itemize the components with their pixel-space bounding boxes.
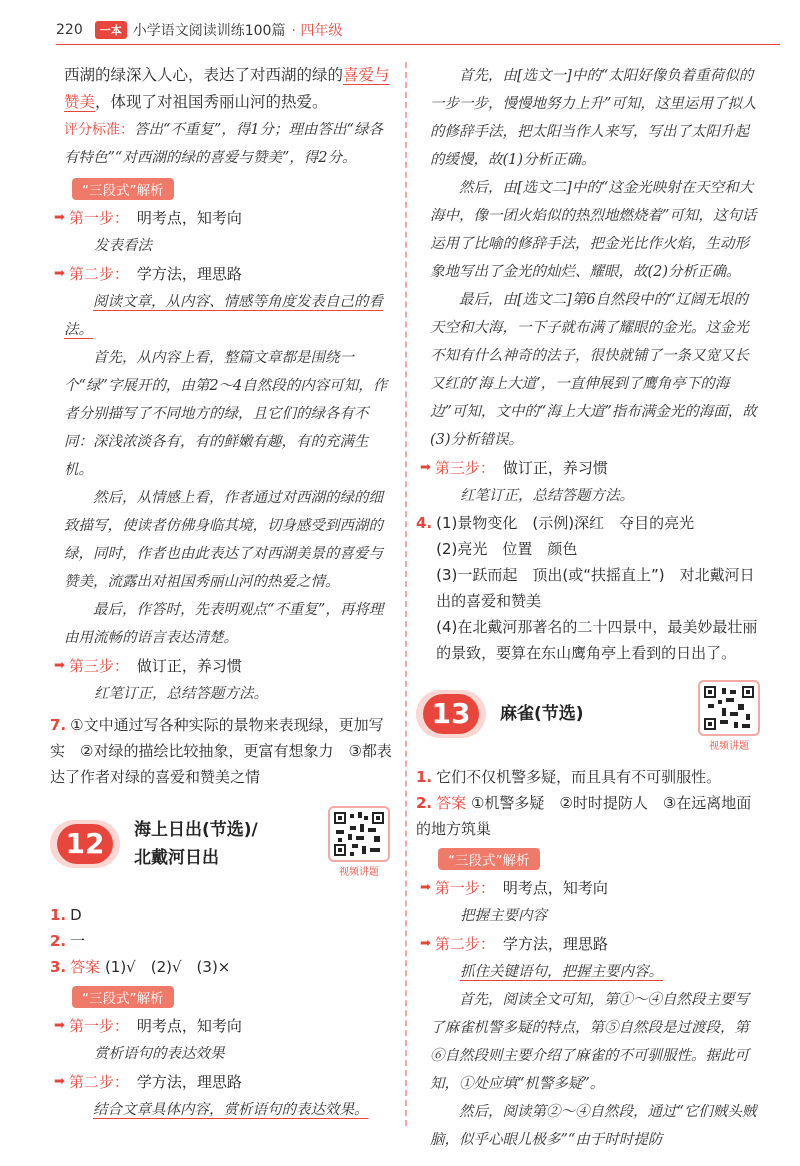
analysis-paragraph: 最后，作答时，先表明观点“不重复”，再将理由用流畅的语言表达清楚。: [64, 602, 384, 646]
arrow-icon: ➡: [54, 266, 65, 281]
step-three-note: 红笔订正，总结答题方法。: [460, 488, 634, 504]
answer-line: (3)一跃而起 顶出(或“扶摇直上”) 对北戴河日出的喜爱和赞美: [436, 566, 755, 610]
analysis-paragraph: 然后，阅读第②～④自然段，通过“它们贼头贼脑，似乎心眼儿极多”“由于时时提防: [430, 1104, 757, 1148]
qr-caption: 视频讲题: [339, 867, 379, 878]
answer-text: D: [70, 906, 82, 924]
step-two-note: 阅读文章，从内容、情感等角度发表自己的看法。: [64, 294, 383, 338]
question-number: 4.: [416, 514, 433, 532]
section-number: 12: [57, 824, 113, 864]
arrow-icon: ➡: [420, 936, 431, 951]
page-header: [56, 18, 342, 42]
step-two: [420, 930, 760, 958]
book-title: 小学语文阅读训练100篇: [132, 23, 286, 39]
step-title: 明考点，知考向: [136, 1017, 242, 1035]
answer-4-lines: [436, 510, 760, 666]
arrow-icon: ➡: [54, 1074, 65, 1089]
arrow-icon: ➡: [420, 460, 431, 475]
header-rule: [56, 44, 780, 45]
qr-caption: 视频讲题: [709, 741, 749, 752]
answer-1: [50, 902, 394, 928]
answer-text: ①文中通过写各种实际的景物来表现绿，更加写实 ②对绿的描绘比较抽象，更富有想象力 ③都表达了作者对绿的喜爱和赞美之情: [50, 716, 392, 786]
section-13-header: [416, 680, 760, 754]
step-title: 学方法，理思路: [136, 265, 242, 283]
step-label: 第三步：: [68, 657, 129, 675]
analysis-paragraph: 首先，由[选文一]中的“太阳好像负着重荷似的一步一步，慢慢地努力上升”可知，这里运用了拟人的修辞手法，把太阳当作人来写，写出了太阳升起的缓慢，故(1)分析正确。: [430, 68, 757, 168]
answer-line: (4)在北戴河那著名的二十四景中，最美妙最壮丽的景致，要算在东山鹰角亭上看到的日出了。: [436, 618, 758, 662]
step-two: [54, 1068, 394, 1096]
analysis-paragraph: 首先，阅读全文可知，第①～④自然段主要写了麻雀机警多疑的特点，第⑤自然段是过渡段，第⑥自然段则主要介绍了麻雀的不可驯服性。据此可知，①处应填“机警多疑”。: [430, 992, 749, 1092]
section-number-badge: [416, 690, 486, 738]
intro-text-end: ，体现了对祖国秀丽山河的热爱。: [95, 93, 328, 111]
step-title: 做订正，养习惯: [136, 657, 242, 675]
section-title: 麻雀(节选): [500, 704, 584, 724]
qr-code[interactable]: [328, 806, 390, 878]
answer-3: [50, 954, 394, 980]
step-one: [420, 874, 760, 902]
answer-text: 一: [70, 932, 86, 950]
answer-line: (1)景物变化 (示例)深红 夺目的亮光: [436, 514, 695, 532]
answer-text: ①机警多疑 ②时时提防人 ③在远离地面的地方筑巢: [416, 794, 752, 838]
arrow-icon: ➡: [54, 658, 65, 673]
answer-label: 答案: [436, 794, 467, 812]
analysis-tag: “三段式”解析: [72, 178, 174, 200]
step-label: 第一步：: [68, 209, 129, 227]
step-title: 做订正，养习惯: [502, 459, 608, 477]
score-text: 答出“不重复”，得1分；理由答出“绿各有特色”“对西湖的绿的喜爱与赞美”，得2分。: [64, 122, 383, 166]
step-label: 第二步：: [68, 1073, 129, 1091]
section-title-line: 海上日出(节选)/: [134, 820, 258, 840]
question-number: 2.: [416, 794, 433, 812]
analysis-tag: “三段式”解析: [72, 986, 174, 1008]
intro-answer: [64, 62, 394, 116]
step-three: [420, 454, 760, 482]
step-title: 学方法，理思路: [136, 1073, 242, 1091]
left-column: [50, 62, 394, 1124]
answer-label: 答案: [70, 958, 101, 976]
step-label: 第一步：: [434, 879, 495, 897]
question-number: 2.: [50, 932, 67, 950]
right-column: [416, 62, 760, 1154]
arrow-icon: ➡: [54, 210, 65, 225]
section-number-badge: [50, 820, 120, 868]
step-three: [54, 652, 394, 680]
analysis-tag: “三段式”解析: [438, 848, 540, 870]
answer-1: [416, 764, 760, 790]
analysis-paragraph: 然后，由[选文二]中的“这金光映射在天空和大海中，像一团火焰似的热烈地燃烧着”可知，这句话运用了比喻的修辞手法，把金光比作火焰，生动形象地写出了金光的灿烂、耀眼，故(2)分析正确。: [430, 180, 757, 280]
step-label: 第二步：: [434, 935, 495, 953]
answer-text: (1)√ (2)√ (3)×: [104, 958, 231, 976]
section-title-line: 北戴河日出: [134, 848, 219, 868]
step-two: [54, 260, 394, 288]
arrow-icon: ➡: [420, 880, 431, 895]
brand-logo: 一本: [95, 21, 127, 39]
analysis-paragraph: 首先，从内容上看，整篇文章都是围绕一个“绿”字展开的，由第2～4自然段的内容可知，作者分别描写了不同地方的绿，且它们的绿各有不同：深浅浓淡各有，有的鲜嫩有趣，有的充满生机。: [64, 350, 388, 478]
analysis-paragraph: 最后，由[选文二]第6自然段中的“辽阔无垠的天空和大海，一下子就布满了耀眼的金光。这金光不知有什么神奇的法子，很快就铺了一条又宽又长又红的‘海上大道’，一直伸展到了鹰角亭下的海边”可知，文中的“海上大道”指布满金光的海面，故(3)分析错误。: [430, 292, 757, 448]
question-number: 7.: [50, 716, 67, 734]
score-label: 评分标准：: [64, 122, 134, 138]
answer-2: [50, 928, 394, 954]
score-standard: [64, 116, 394, 172]
step-title: 明考点，知考向: [136, 209, 242, 227]
arrow-icon: ➡: [54, 1018, 65, 1033]
answer-text: 它们不仅机警多疑，而且具有不可驯服性。: [436, 768, 722, 786]
step-title: 明考点，知考向: [502, 879, 608, 897]
step-three-note: 红笔订正，总结答题方法。: [94, 686, 268, 702]
answer-4: [416, 510, 760, 666]
step-one-note: 赏析语句的表达效果: [94, 1046, 225, 1062]
step-title: 学方法，理思路: [502, 935, 608, 953]
question-number: 1.: [50, 906, 67, 924]
step-two-note: 结合文章具体内容，赏析语句的表达效果。: [93, 1102, 369, 1118]
analysis-paragraph: 然后，从情感上看，作者通过对西湖的绿的细致描写，使读者仿佛身临其境，切身感受到西湖的绿，同时，作者也由此表达了对西湖美景的喜爱与赞美，流露出对祖国秀丽山河的热爱之情。: [64, 490, 383, 590]
step-one: [54, 204, 394, 232]
column-divider: [405, 62, 407, 1126]
step-one: [54, 1012, 394, 1040]
step-label: 第三步：: [434, 459, 495, 477]
question-number: 1.: [416, 768, 433, 786]
answer-line: (2)亮光 位置 颜色: [436, 540, 578, 558]
page-number: 220: [56, 22, 83, 38]
grade-label: · 四年级: [291, 23, 343, 39]
step-one-note: 发表看法: [94, 238, 152, 254]
qr-code-icon: [698, 680, 760, 736]
step-label: 第二步：: [68, 265, 129, 283]
step-two-note: 抓住关键语句，把握主要内容。: [460, 964, 663, 980]
section-number: 13: [423, 694, 479, 734]
question-number: 3.: [50, 958, 67, 976]
step-one-note: 把握主要内容: [460, 908, 547, 924]
section-title: [134, 816, 258, 872]
answer-2: [416, 790, 760, 842]
qr-code[interactable]: [698, 680, 760, 752]
intro-text: 西湖的绿深入人心，表达了对西湖的绿的: [64, 66, 344, 84]
answer-7: [50, 712, 394, 790]
qr-code-icon: [328, 806, 390, 862]
intro-highlight: 喜爱与赞美: [64, 66, 390, 111]
step-label: 第一步：: [68, 1017, 129, 1035]
section-12-header: [50, 806, 394, 892]
